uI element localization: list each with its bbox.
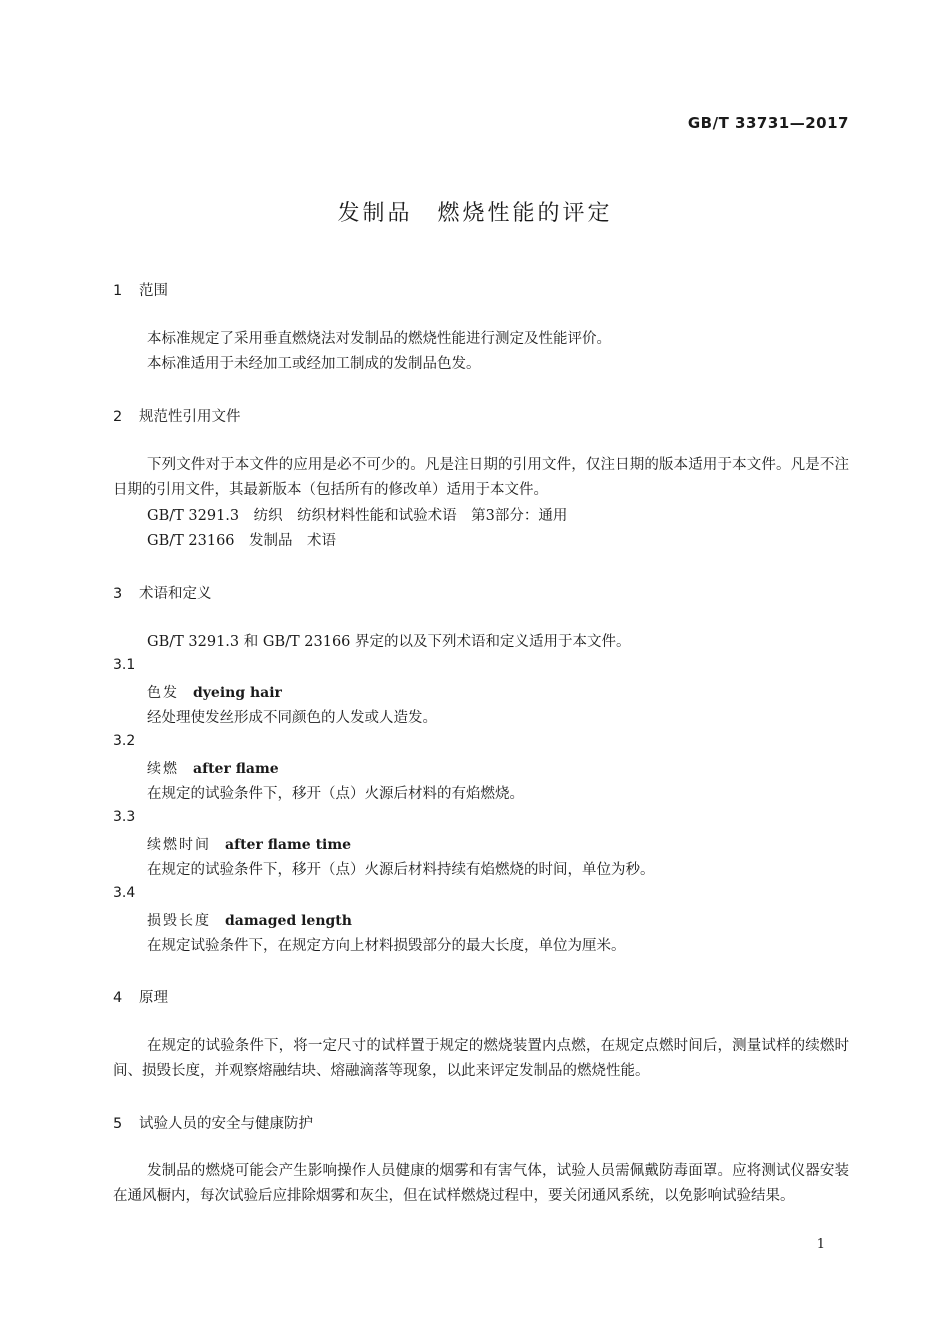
term-chinese: 续燃时间 [147,837,211,853]
term-definition: 经处理使发丝形成不同颜色的人发或人造发。 [147,710,437,726]
paragraph: GB/T 3291.3 和 GB/T 23166 界定的以及下列术语和定义适用于本文件。 [147,634,631,650]
term-english: after flame time [225,837,352,853]
section-title: 术语和定义 [139,586,212,602]
paragraph: 在规定的试验条件下，将一定尺寸的试样置于规定的燃烧装置内点燃，在规定点燃时间后，测量试样的续燃时间、损毁长度，并观察熔融结块、熔融滴落等现象，以此来评定发制品的燃烧性能。 [113,1038,849,1079]
section-1-heading [113,279,168,300]
normative-reference: GB/T 3291.3 纺织 纺织材料性能和试验术语 第3部分：通用 [147,508,568,524]
paragraph: 本标准适用于未经加工或经加工制成的发制品色发。 [147,356,481,372]
section-3-heading [113,582,212,603]
term-english: damaged length [225,913,352,929]
section-5-heading [113,1112,313,1133]
term-chinese: 色发 [147,685,179,701]
term-english: dyeing hair [193,685,282,701]
standard-code: GB/T 33731—2017 [687,114,849,132]
section-number: 2 [113,409,123,425]
paragraph: 发制品的燃烧可能会产生影响操作人员健康的烟雾和有害气体，试验人员需佩戴防毒面罩。应将测试仪器安装在通风橱内，每次试验后应排除烟雾和灰尘，但在试样燃烧过程中，要关闭通风系统，以免影响试验结果。 [113,1163,849,1204]
section-title: 规范性引用文件 [139,409,241,425]
term-heading [147,758,279,778]
term-definition: 在规定试验条件下，在规定方向上材料损毁部分的最大长度，单位为厘米。 [147,938,626,954]
term-heading [147,682,282,702]
section-number: 3 [113,586,123,602]
term-chinese: 续燃 [147,761,179,777]
term-definition: 在规定的试验条件下，移开（点）火源后材料持续有焰燃烧的时间，单位为秒。 [147,862,655,878]
section-4-heading [113,986,168,1007]
document-title: 发制品 燃烧性能的评定 [337,201,613,226]
section-number: 5 [113,1116,123,1132]
section-2-heading [113,405,241,426]
normative-reference: GB/T 23166 发制品 术语 [147,533,337,549]
term-number: 3.4 [113,885,136,901]
paragraph: 本标准规定了采用垂直燃烧法对发制品的燃烧性能进行测定及性能评价。 [147,331,611,347]
section-title: 范围 [139,283,168,299]
term-heading [147,910,352,930]
term-chinese: 损毁长度 [147,913,211,929]
term-english: after flame [193,761,279,777]
term-heading [147,834,351,854]
paragraph: 下列文件对于本文件的应用是必不可少的。凡是注日期的引用文件，仅注日期的版本适用于本文件。凡是不注日期的引用文件，其最新版本（包括所有的修改单）适用于本文件。 [113,457,849,498]
term-definition: 在规定的试验条件下，移开（点）火源后材料的有焰燃烧。 [147,786,524,802]
page-number: 1 [816,1237,825,1252]
section-number: 4 [113,990,123,1006]
term-number: 3.3 [113,809,136,825]
term-number: 3.1 [113,657,136,673]
term-number: 3.2 [113,733,136,749]
section-title: 原理 [139,990,168,1006]
section-title: 试验人员的安全与健康防护 [139,1116,313,1132]
section-number: 1 [113,283,123,299]
